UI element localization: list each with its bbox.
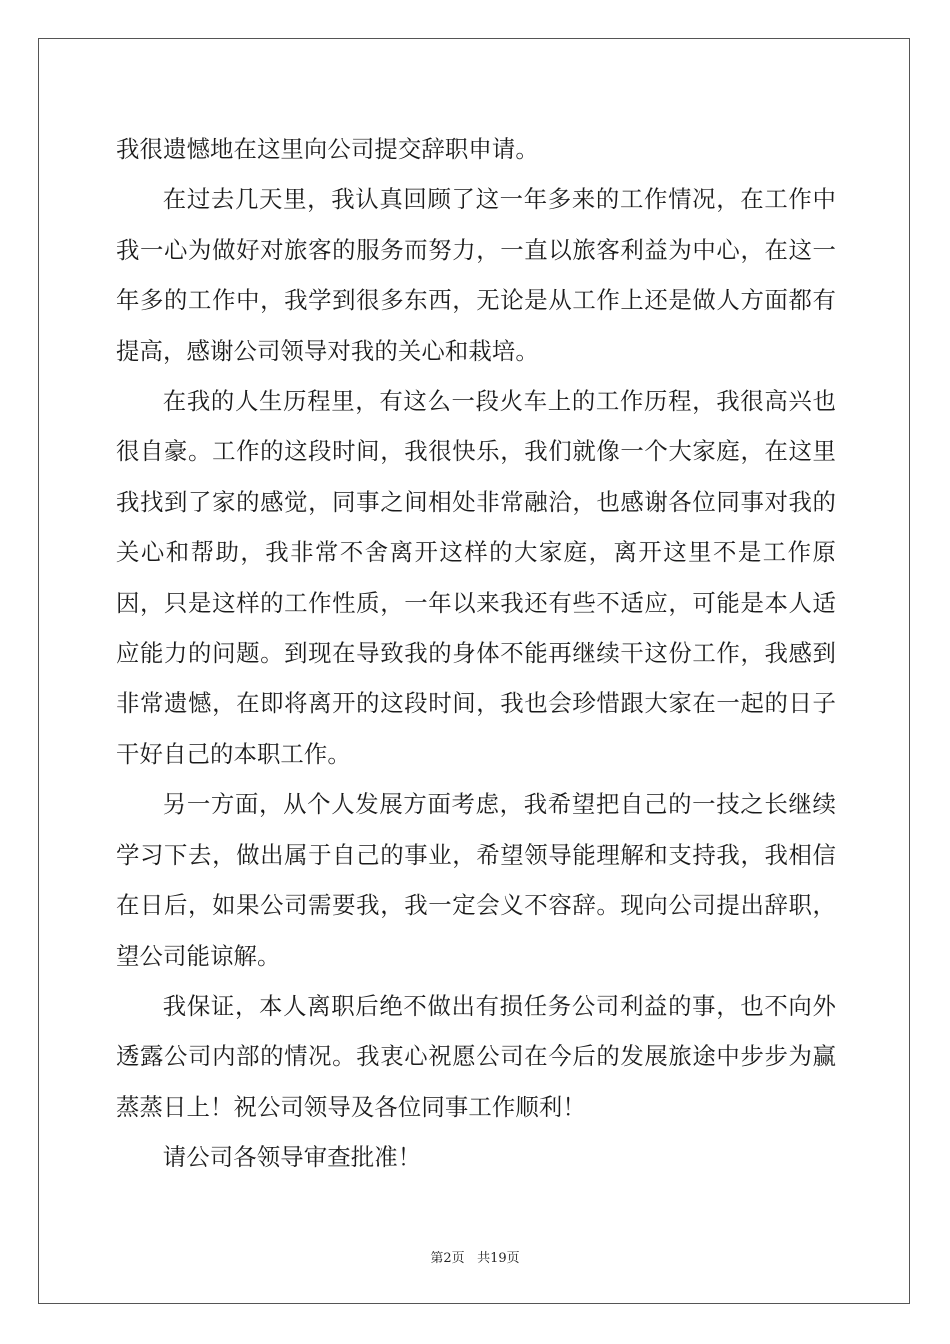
page-total: 共19页 [477, 1251, 520, 1266]
paragraph-review: 在过去几天里，我认真回顾了这一年多来的工作情况，在工作中我一心为做好对旅客的服务而努力，一直以旅客利益为中心，在这一年多的工作中，我学到很多东西，无论是从工作上还是做人方面都有提高，感谢公司领导对我的关心和栽培。 [116, 185, 836, 365]
document-body [116, 124, 836, 1183]
paragraph-development: 另一方面，从个人发展方面考虑，我希望把自己的一技之长继续学习下去，做出属于自己的事业，希望领导能理解和支持我，我相信在日后，如果公司需要我，我一定会义不容辞。现向公司提出辞职，望公司能谅解。 [116, 790, 836, 970]
paragraph-closing: 请公司各领导审查批准！ [162, 1143, 422, 1172]
page-footer [0, 1247, 950, 1266]
paragraph-opening: 我很遗憾地在这里向公司提交辞职申请。 [116, 135, 539, 163]
page-number: 第2页 [430, 1251, 465, 1266]
paragraph-experience: 在我的人生历程里，有这么一段火车上的工作历程，我很高兴也很自豪。工作的这段时间，我很快乐，我们就像一个大家庭，在这里我找到了家的感觉，同事之间相处非常融洽，也感谢各位同事对我的关心和帮助，我非常不舍离开这样的大家庭，离开这里不是工作原因，只是这样的工作性质，一年以来我还有些不适应，可能是本人适应能力的问题。到现在导致我的身体不能再继续干这份工作，我感到非常遗憾，在即将离开的这段时间，我也会珍惜跟大家在一起的日子干好自己的本职工作。 [116, 387, 836, 768]
paragraph-assurance: 我保证，本人离职后绝不做出有损任务公司利益的事，也不向外透露公司内部的情况。我衷心祝愿公司在今后的发展旅途中步步为赢蒸蒸日上！祝公司领导及各位同事工作顺利！ [116, 991, 836, 1121]
